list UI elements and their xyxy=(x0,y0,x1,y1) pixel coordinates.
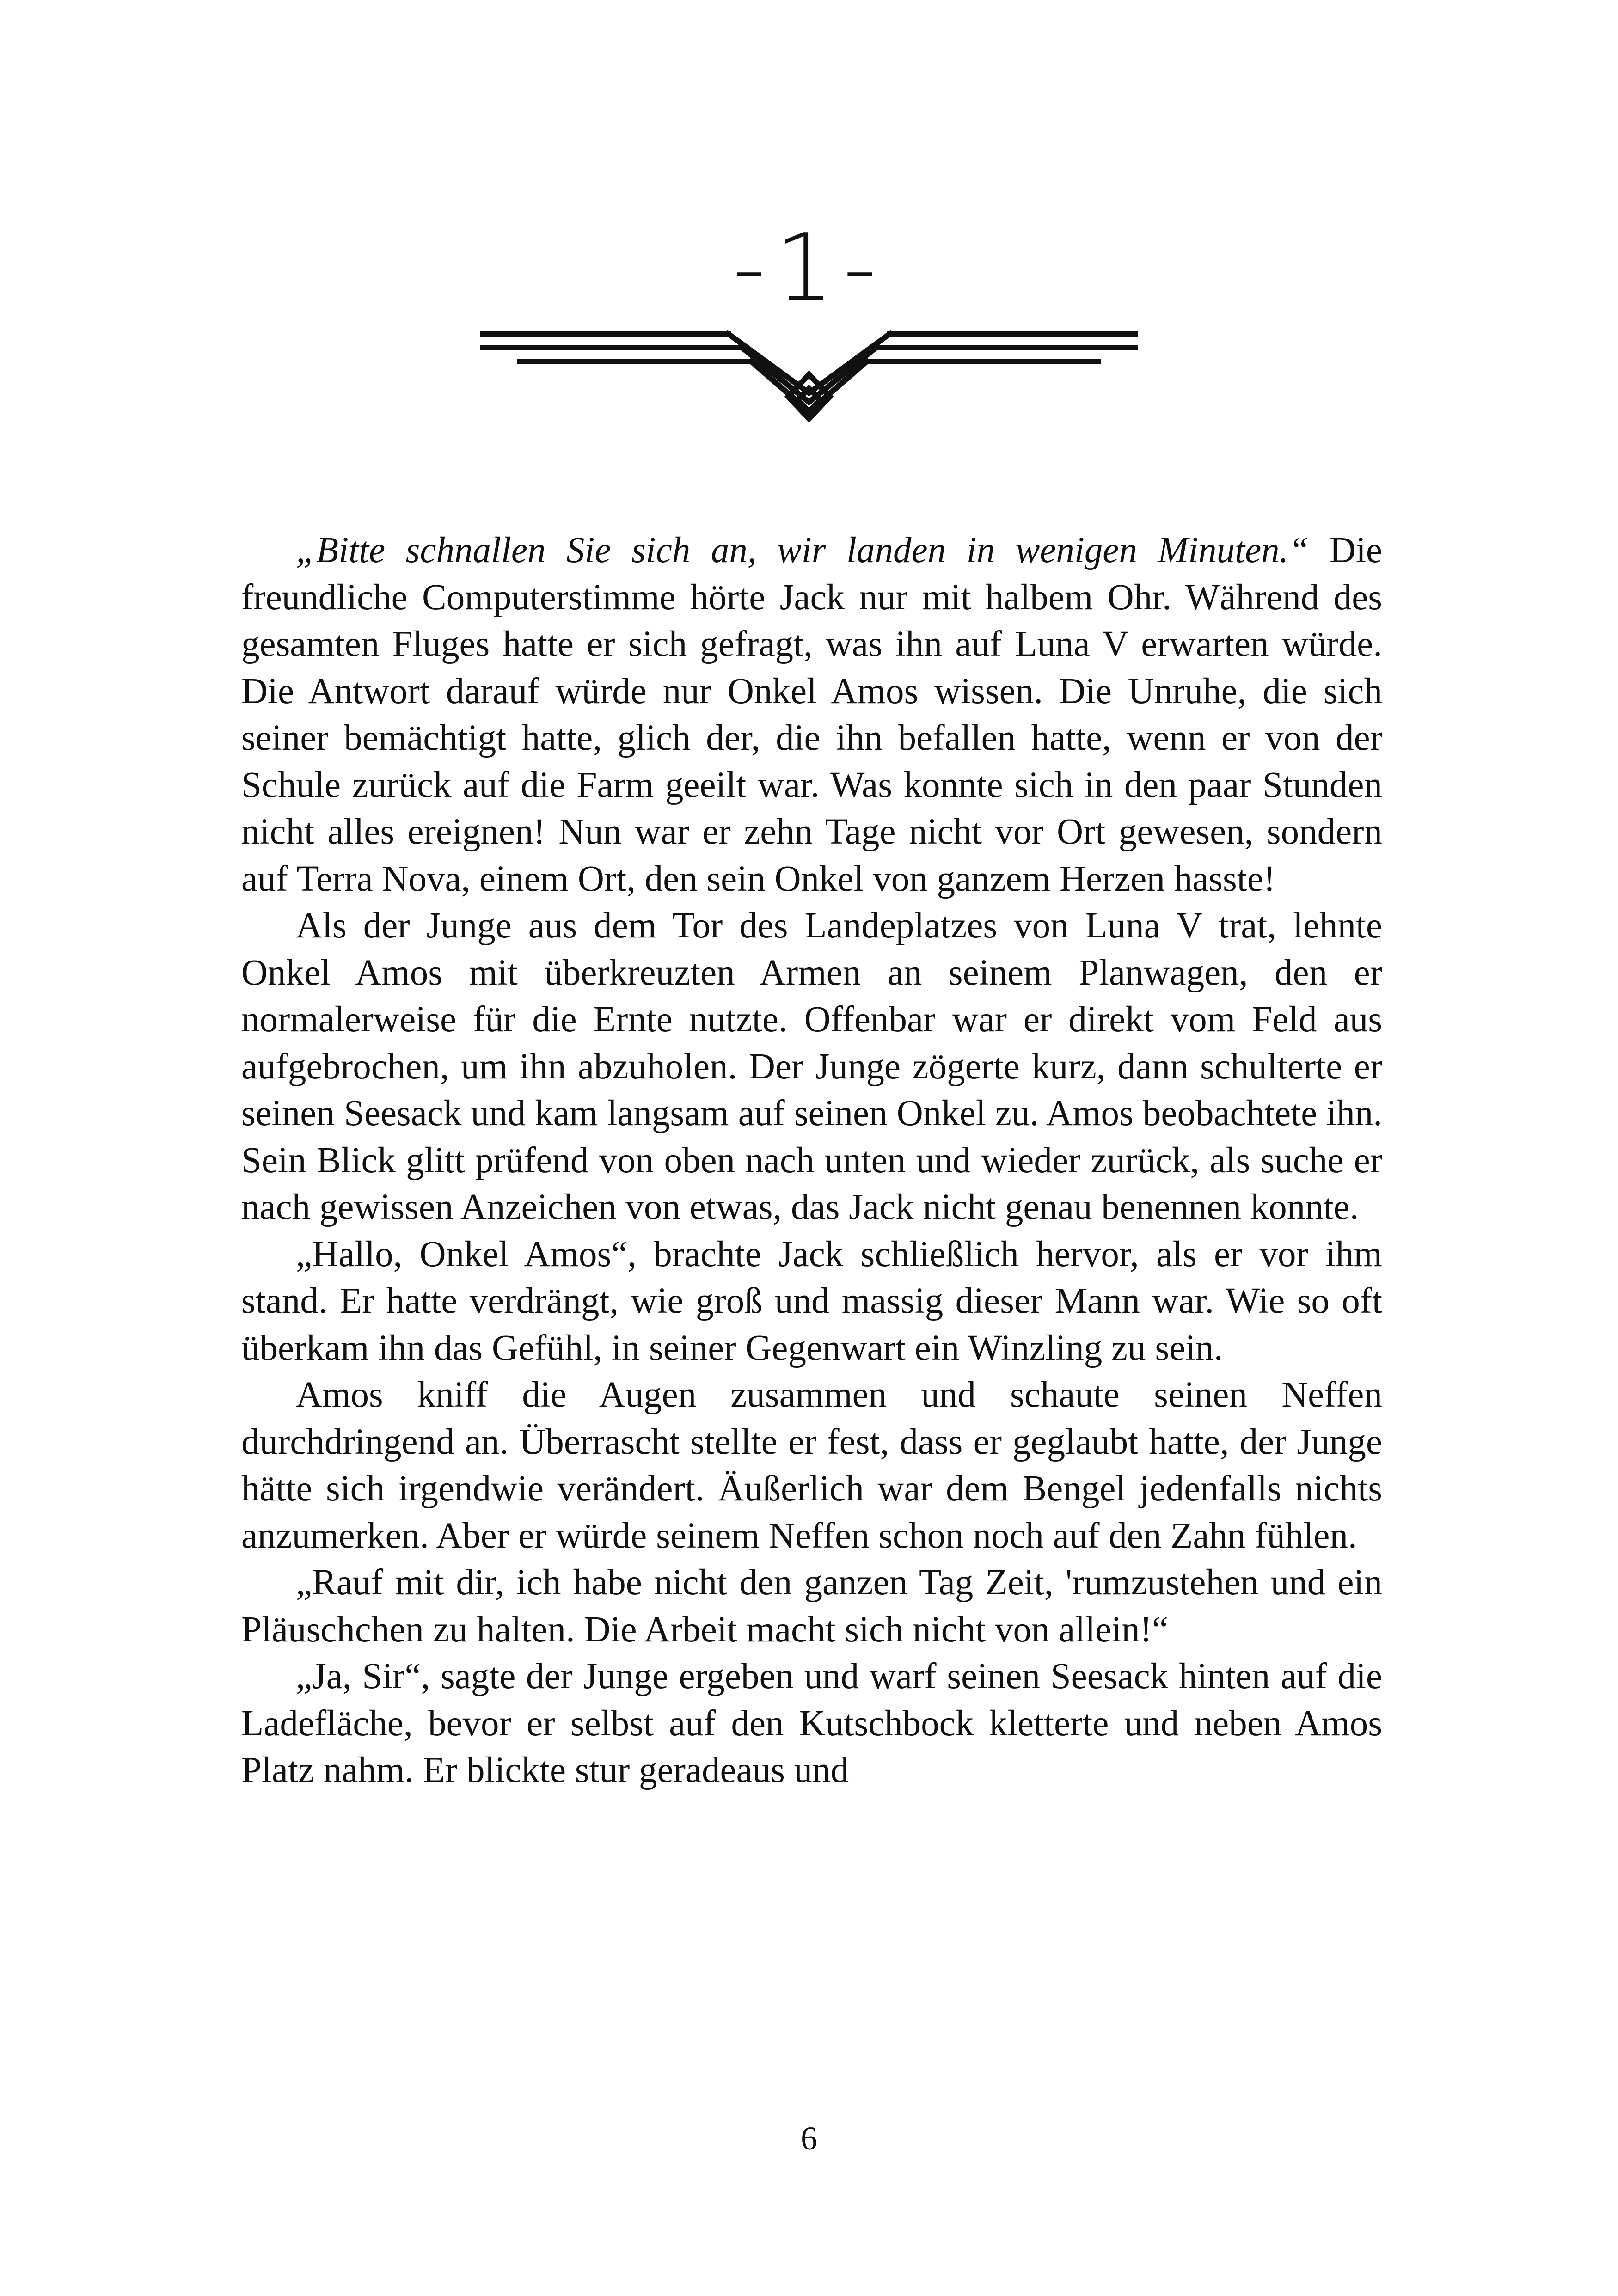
body-text xyxy=(241,527,1382,1794)
chapter-number: -1- xyxy=(732,214,886,322)
paragraph-4: Amos kniff die Augen zusammen und schaute seinen Neffen durchdringend an. Überrascht stellte er fest, dass er geglaubt hatte, der Junge hätte sich irgendwie verändert. Äußerlich war dem Bengel jedenfalls nichts anzumerken. Aber er würde seinem Neffen schon noch auf den Zahn fühlen. xyxy=(241,1375,1382,1556)
paragraph-1-text: Die freundliche Computerstimme hörte Jack nur mit halbem Ohr. Während des gesamten Fluges hatte er sich gefragt, was ihn auf Luna V erwarten würde. Die Antwort darauf würde nur Onkel Amos wissen. Die Unruhe, die sich seiner bemächtigt hatte, glich der, die ihn befallen hatte, wenn er von der Schule zurück auf die Farm geeilt war. Was konnte sich in den paar Stunden nicht alles ereignen! Nun war er zehn Tage nicht vor Ort gewesen, sondern auf Terra Nova, einem Ort, den sein Onkel von ganzem Herzen hasste! xyxy=(241,530,1382,899)
chapter-ornament xyxy=(478,324,1140,435)
page-number: 6 xyxy=(801,2120,817,2157)
italic-lead: „Bitte schnallen Sie sich an, wir landen in wenigen Minuten.“ xyxy=(296,530,1309,570)
paragraph-3: „Hallo, Onkel Amos“, brachte Jack schließlich hervor, als er vor ihm stand. Er hatte verdrängt, wie groß und massig dieser Mann war. Wie so oft überkam ihn das Gefühl, in seiner Gegenwart ein Winzling zu sein. xyxy=(241,1234,1382,1368)
paragraph-1 xyxy=(241,527,1382,902)
paragraph-2: Als der Junge aus dem Tor des Landeplatzes von Luna V trat, lehnte Onkel Amos mit überkreuzten Armen an seinem Planwagen, den er normalerweise für die Ernte nutzte. Offenbar war er direkt vom Feld aus aufgebrochen, um ihn abzuholen. Der Junge zögerte kurz, dann schulterte er seinen Seesack und kam langsam auf seinen Onkel zu. Amos beobachtete ihn. Sein Blick glitt prüfend von oben nach unten und wieder zurück, als suche er nach gewissen Anzeichen von etwas, das Jack nicht genau benennen konnte. xyxy=(241,906,1382,1227)
paragraph-6: „Ja, Sir“, sagte der Junge ergeben und warf seinen Seesack hinten auf die Ladefläche, bevor er selbst auf den Kutschbock kletterte und neben Amos Platz nahm. Er blickte stur geradeaus und xyxy=(241,1656,1382,1790)
paragraph-5: „Rauf mit dir, ich habe nicht den ganzen Tag Zeit, 'rumzustehen und ein Pläuschchen zu halten. Die Arbeit macht sich nicht von allein!“ xyxy=(241,1562,1382,1650)
